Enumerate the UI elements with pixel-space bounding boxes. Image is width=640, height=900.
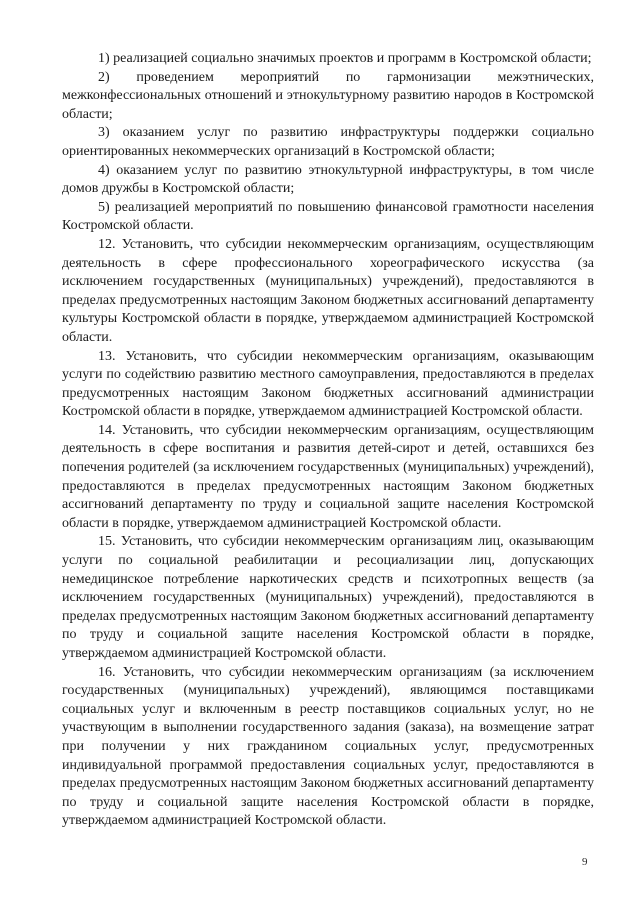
clause-16: 16. Установить, что субсидии некоммерческим организациям (за исключением государственных (муниципальных) учреждений), являющимся поставщиками социальных услуг и включенным в реестр поставщиков социальных услуг, но не участвующим в выполнении государственного задания (заказа), на возмещение затрат при получении у них гражданином социальных услуг, предусмотренных индивидуальной программой предоставления социальных услуг, предоставляются в пределах предусмотренных настоящим Законом бюджетных ассигнований департаменту по труду и социальной защите населения Костромской области в порядке, утверждаемом администрацией Костромской области.	[62, 664, 594, 829]
list-item-4: 4) оказанием услуг по развитию этнокультурной инфраструктуры, в том числе домов дружбы в Костромской области;	[62, 162, 594, 197]
list-item-3: 3) оказанием услуг по развитию инфраструктуры поддержки социально ориентированных некоммерческих организаций в Костромской области;	[62, 125, 594, 159]
page-number: 9	[582, 856, 588, 868]
list-item-5: 5) реализацией мероприятий по повышению финансовой грамотности населения Костромской области.	[62, 199, 594, 234]
clause-14: 14. Установить, что субсидии некоммерческим организациям, осуществляющим деятельность в сфере воспитания и развития детей-сирот и детей, оставшихся без попечения родителей (за исключением государственных (муниципальных) учреждений), предоставляются в пределах предусмотренных настоящим Законом бюджетных ассигнований департаменту по труду и социальной защите населения Костромской области в порядке, утверждаемом администрацией Костромской области.	[62, 422, 594, 531]
clause-13: 13. Установить, что субсидии некоммерческим организациям, оказывающим услуги по содействию развитию местного самоуправления, предоставляются в пределах предусмотренных настоящим Законом бюджетных ассигнований администрации Костромской области в порядке, утверждаемом администрацией Костромской области.	[62, 348, 594, 420]
document-body	[62, 50, 594, 831]
clause-12: 12. Установить, что субсидии некоммерческим организациям, осуществляющим деятельность в сфере профессионального хореографического искусства (за исключением государственных (муниципальных) учреждений), предоставляются в пределах предусмотренных настоящим Законом бюджетных ассигнований департаменту культуры Костромской области в порядке, утверждаемом администрацией Костромской области.	[62, 236, 594, 345]
clause-15: 15. Установить, что субсидии некоммерческим организациям лиц, оказывающим услуги по социальной реабилитации и ресоциализации лиц, допускающих немедицинское потребление наркотических средств и психотропных веществ (за исключением государственных (муниципальных) учреждений), предоставляются в пределах предусмотренных настоящим Законом бюджетных ассигнований департаменту по труду и социальной защите населения Костромской области в порядке, утверждаемом администрацией Костромской области.	[62, 534, 594, 661]
list-item-2: 2) проведением мероприятий по гармонизации межэтнических, межконфессиональных отношений и этнокультурному развитию народов в Костромской области;	[62, 69, 594, 122]
list-item-1: 1) реализацией социально значимых проектов и программ в Костромской области;	[98, 51, 592, 66]
